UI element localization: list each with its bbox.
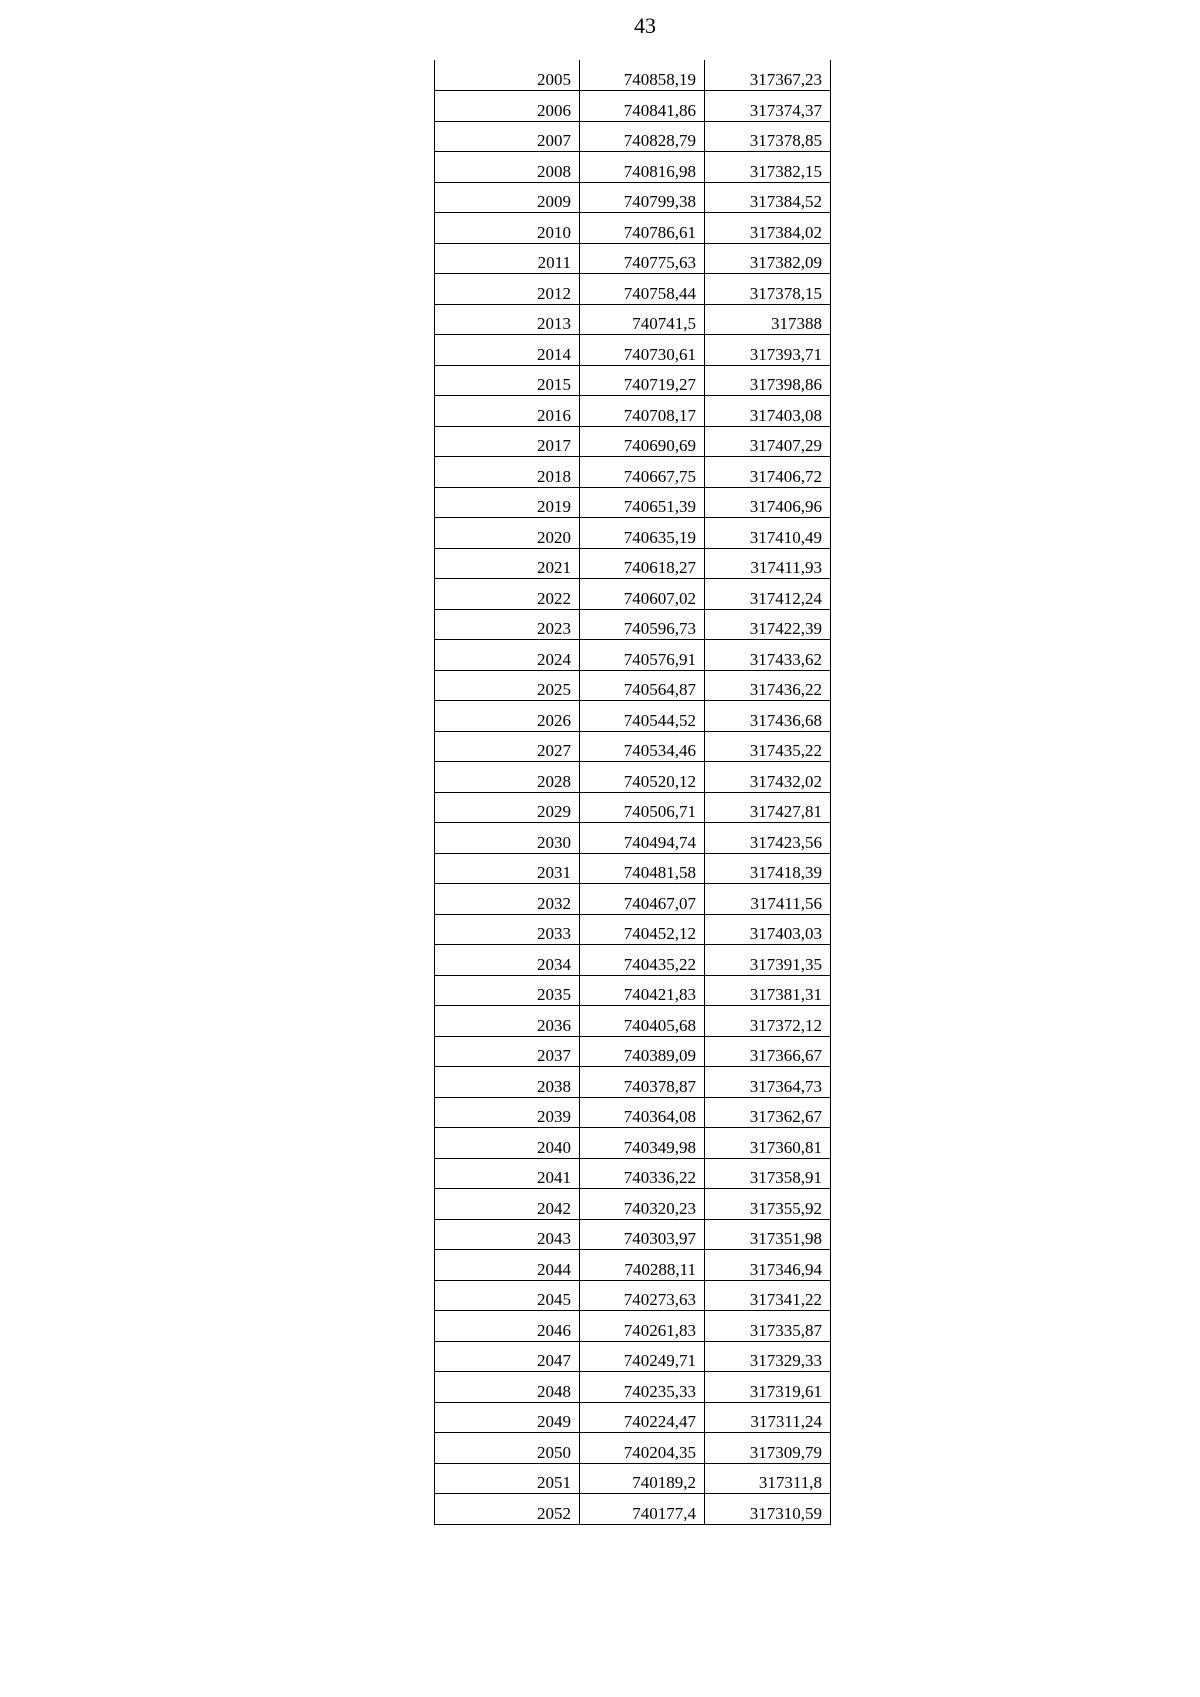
point-number-cell: 2011 [435, 243, 580, 274]
x-coordinate-cell: 740690,69 [580, 426, 705, 457]
coordinates-table-body [435, 60, 831, 1524]
table-row [435, 60, 831, 91]
y-coordinate-cell: 317378,85 [705, 121, 831, 152]
y-coordinate-cell: 317433,62 [705, 640, 831, 671]
point-number-cell: 2006 [435, 91, 580, 122]
table-row [435, 640, 831, 671]
point-number-cell: 2039 [435, 1097, 580, 1128]
table-row [435, 670, 831, 701]
table-row [435, 426, 831, 457]
x-coordinate-cell: 740708,17 [580, 396, 705, 427]
y-coordinate-cell: 317393,71 [705, 335, 831, 366]
point-number-cell: 2038 [435, 1067, 580, 1098]
point-number-cell: 2035 [435, 975, 580, 1006]
table-row [435, 457, 831, 488]
point-number-cell: 2025 [435, 670, 580, 701]
table-row [435, 487, 831, 518]
x-coordinate-cell: 740506,71 [580, 792, 705, 823]
y-coordinate-cell: 317378,15 [705, 274, 831, 305]
x-coordinate-cell: 740534,46 [580, 731, 705, 762]
x-coordinate-cell: 740816,98 [580, 152, 705, 183]
y-coordinate-cell: 317351,98 [705, 1219, 831, 1250]
x-coordinate-cell: 740799,38 [580, 182, 705, 213]
x-coordinate-cell: 740435,22 [580, 945, 705, 976]
x-coordinate-cell: 740378,87 [580, 1067, 705, 1098]
x-coordinate-cell: 740204,35 [580, 1433, 705, 1464]
table-row [435, 396, 831, 427]
x-coordinate-cell: 740758,44 [580, 274, 705, 305]
x-coordinate-cell: 740481,58 [580, 853, 705, 884]
table-row [435, 1402, 831, 1433]
y-coordinate-cell: 317432,02 [705, 762, 831, 793]
x-coordinate-cell: 740320,23 [580, 1189, 705, 1220]
x-coordinate-cell: 740841,86 [580, 91, 705, 122]
point-number-cell: 2022 [435, 579, 580, 610]
x-coordinate-cell: 740405,68 [580, 1006, 705, 1037]
table-row [435, 1463, 831, 1494]
x-coordinate-cell: 740730,61 [580, 335, 705, 366]
point-number-cell: 2041 [435, 1158, 580, 1189]
point-number-cell: 2008 [435, 152, 580, 183]
point-number-cell: 2045 [435, 1280, 580, 1311]
table-row [435, 945, 831, 976]
y-coordinate-cell: 317382,09 [705, 243, 831, 274]
point-number-cell: 2028 [435, 762, 580, 793]
x-coordinate-cell: 740303,97 [580, 1219, 705, 1250]
y-coordinate-cell: 317341,22 [705, 1280, 831, 1311]
x-coordinate-cell: 740235,33 [580, 1372, 705, 1403]
table-row [435, 152, 831, 183]
x-coordinate-cell: 740364,08 [580, 1097, 705, 1128]
point-number-cell: 2043 [435, 1219, 580, 1250]
table-row [435, 518, 831, 549]
point-number-cell: 2010 [435, 213, 580, 244]
y-coordinate-cell: 317360,81 [705, 1128, 831, 1159]
y-coordinate-cell: 317311,24 [705, 1402, 831, 1433]
y-coordinate-cell: 317427,81 [705, 792, 831, 823]
x-coordinate-cell: 740607,02 [580, 579, 705, 610]
y-coordinate-cell: 317310,59 [705, 1494, 831, 1525]
y-coordinate-cell: 317423,56 [705, 823, 831, 854]
point-number-cell: 2021 [435, 548, 580, 579]
point-number-cell: 2014 [435, 335, 580, 366]
y-coordinate-cell: 317403,03 [705, 914, 831, 945]
y-coordinate-cell: 317436,68 [705, 701, 831, 732]
y-coordinate-cell: 317335,87 [705, 1311, 831, 1342]
y-coordinate-cell: 317382,15 [705, 152, 831, 183]
table-row [435, 1036, 831, 1067]
point-number-cell: 2005 [435, 60, 580, 91]
x-coordinate-cell: 740635,19 [580, 518, 705, 549]
y-coordinate-cell: 317309,79 [705, 1433, 831, 1464]
point-number-cell: 2009 [435, 182, 580, 213]
table-row [435, 1280, 831, 1311]
point-number-cell: 2033 [435, 914, 580, 945]
x-coordinate-cell: 740775,63 [580, 243, 705, 274]
table-row [435, 1067, 831, 1098]
x-coordinate-cell: 740288,11 [580, 1250, 705, 1281]
x-coordinate-cell: 740452,12 [580, 914, 705, 945]
x-coordinate-cell: 740741,5 [580, 304, 705, 335]
y-coordinate-cell: 317374,37 [705, 91, 831, 122]
point-number-cell: 2030 [435, 823, 580, 854]
point-number-cell: 2027 [435, 731, 580, 762]
y-coordinate-cell: 317362,67 [705, 1097, 831, 1128]
point-number-cell: 2031 [435, 853, 580, 884]
table-row [435, 548, 831, 579]
table-row [435, 1128, 831, 1159]
coordinates-table [434, 60, 831, 1525]
point-number-cell: 2018 [435, 457, 580, 488]
point-number-cell: 2020 [435, 518, 580, 549]
x-coordinate-cell: 740224,47 [580, 1402, 705, 1433]
table-row [435, 1433, 831, 1464]
x-coordinate-cell: 740576,91 [580, 640, 705, 671]
y-coordinate-cell: 317391,35 [705, 945, 831, 976]
table-row [435, 823, 831, 854]
y-coordinate-cell: 317435,22 [705, 731, 831, 762]
point-number-cell: 2012 [435, 274, 580, 305]
table-row [435, 274, 831, 305]
table-row [435, 1097, 831, 1128]
x-coordinate-cell: 740564,87 [580, 670, 705, 701]
y-coordinate-cell: 317398,86 [705, 365, 831, 396]
x-coordinate-cell: 740349,98 [580, 1128, 705, 1159]
point-number-cell: 2049 [435, 1402, 580, 1433]
x-coordinate-cell: 740494,74 [580, 823, 705, 854]
table-row [435, 1158, 831, 1189]
point-number-cell: 2024 [435, 640, 580, 671]
x-coordinate-cell: 740389,09 [580, 1036, 705, 1067]
x-coordinate-cell: 740618,27 [580, 548, 705, 579]
y-coordinate-cell: 317407,29 [705, 426, 831, 457]
x-coordinate-cell: 740261,83 [580, 1311, 705, 1342]
x-coordinate-cell: 740858,19 [580, 60, 705, 91]
table-row [435, 1341, 831, 1372]
point-number-cell: 2019 [435, 487, 580, 518]
x-coordinate-cell: 740177,4 [580, 1494, 705, 1525]
table-row [435, 701, 831, 732]
table-row [435, 213, 831, 244]
table-row [435, 975, 831, 1006]
table-row [435, 1494, 831, 1525]
y-coordinate-cell: 317384,02 [705, 213, 831, 244]
point-number-cell: 2007 [435, 121, 580, 152]
y-coordinate-cell: 317422,39 [705, 609, 831, 640]
table-row [435, 1372, 831, 1403]
point-number-cell: 2042 [435, 1189, 580, 1220]
x-coordinate-cell: 740467,07 [580, 884, 705, 915]
table-row [435, 121, 831, 152]
y-coordinate-cell: 317418,39 [705, 853, 831, 884]
x-coordinate-cell: 740719,27 [580, 365, 705, 396]
y-coordinate-cell: 317367,23 [705, 60, 831, 91]
x-coordinate-cell: 740651,39 [580, 487, 705, 518]
y-coordinate-cell: 317364,73 [705, 1067, 831, 1098]
table-row [435, 365, 831, 396]
y-coordinate-cell: 317384,52 [705, 182, 831, 213]
y-coordinate-cell: 317412,24 [705, 579, 831, 610]
x-coordinate-cell: 740786,61 [580, 213, 705, 244]
y-coordinate-cell: 317346,94 [705, 1250, 831, 1281]
table-row [435, 762, 831, 793]
table-row [435, 579, 831, 610]
point-number-cell: 2016 [435, 396, 580, 427]
table-row [435, 243, 831, 274]
y-coordinate-cell: 317411,93 [705, 548, 831, 579]
x-coordinate-cell: 740544,52 [580, 701, 705, 732]
x-coordinate-cell: 740273,63 [580, 1280, 705, 1311]
point-number-cell: 2034 [435, 945, 580, 976]
table-row [435, 1006, 831, 1037]
y-coordinate-cell: 317410,49 [705, 518, 831, 549]
y-coordinate-cell: 317358,91 [705, 1158, 831, 1189]
point-number-cell: 2026 [435, 701, 580, 732]
point-number-cell: 2037 [435, 1036, 580, 1067]
y-coordinate-cell: 317319,61 [705, 1372, 831, 1403]
y-coordinate-cell: 317406,96 [705, 487, 831, 518]
table-row [435, 182, 831, 213]
point-number-cell: 2050 [435, 1433, 580, 1464]
point-number-cell: 2036 [435, 1006, 580, 1037]
point-number-cell: 2052 [435, 1494, 580, 1525]
table-row [435, 731, 831, 762]
point-number-cell: 2032 [435, 884, 580, 915]
table-row [435, 1250, 831, 1281]
point-number-cell: 2046 [435, 1311, 580, 1342]
point-number-cell: 2047 [435, 1341, 580, 1372]
x-coordinate-cell: 740421,83 [580, 975, 705, 1006]
table-row [435, 1189, 831, 1220]
point-number-cell: 2013 [435, 304, 580, 335]
point-number-cell: 2017 [435, 426, 580, 457]
y-coordinate-cell: 317355,92 [705, 1189, 831, 1220]
point-number-cell: 2015 [435, 365, 580, 396]
y-coordinate-cell: 317311,8 [705, 1463, 831, 1494]
y-coordinate-cell: 317381,31 [705, 975, 831, 1006]
y-coordinate-cell: 317388 [705, 304, 831, 335]
x-coordinate-cell: 740596,73 [580, 609, 705, 640]
point-number-cell: 2040 [435, 1128, 580, 1159]
table-row [435, 91, 831, 122]
table-row [435, 914, 831, 945]
table-row [435, 792, 831, 823]
x-coordinate-cell: 740667,75 [580, 457, 705, 488]
table-row [435, 1219, 831, 1250]
point-number-cell: 2051 [435, 1463, 580, 1494]
x-coordinate-cell: 740336,22 [580, 1158, 705, 1189]
y-coordinate-cell: 317411,56 [705, 884, 831, 915]
x-coordinate-cell: 740520,12 [580, 762, 705, 793]
x-coordinate-cell: 740189,2 [580, 1463, 705, 1494]
table-row [435, 609, 831, 640]
table-row [435, 335, 831, 366]
y-coordinate-cell: 317403,08 [705, 396, 831, 427]
y-coordinate-cell: 317372,12 [705, 1006, 831, 1037]
point-number-cell: 2044 [435, 1250, 580, 1281]
x-coordinate-cell: 740249,71 [580, 1341, 705, 1372]
table-row [435, 304, 831, 335]
point-number-cell: 2029 [435, 792, 580, 823]
table-row [435, 884, 831, 915]
point-number-cell: 2023 [435, 609, 580, 640]
table-row [435, 853, 831, 884]
table-row [435, 1311, 831, 1342]
y-coordinate-cell: 317329,33 [705, 1341, 831, 1372]
x-coordinate-cell: 740828,79 [580, 121, 705, 152]
point-number-cell: 2048 [435, 1372, 580, 1403]
y-coordinate-cell: 317436,22 [705, 670, 831, 701]
y-coordinate-cell: 317366,67 [705, 1036, 831, 1067]
y-coordinate-cell: 317406,72 [705, 457, 831, 488]
page-number: 43 [634, 13, 656, 38]
